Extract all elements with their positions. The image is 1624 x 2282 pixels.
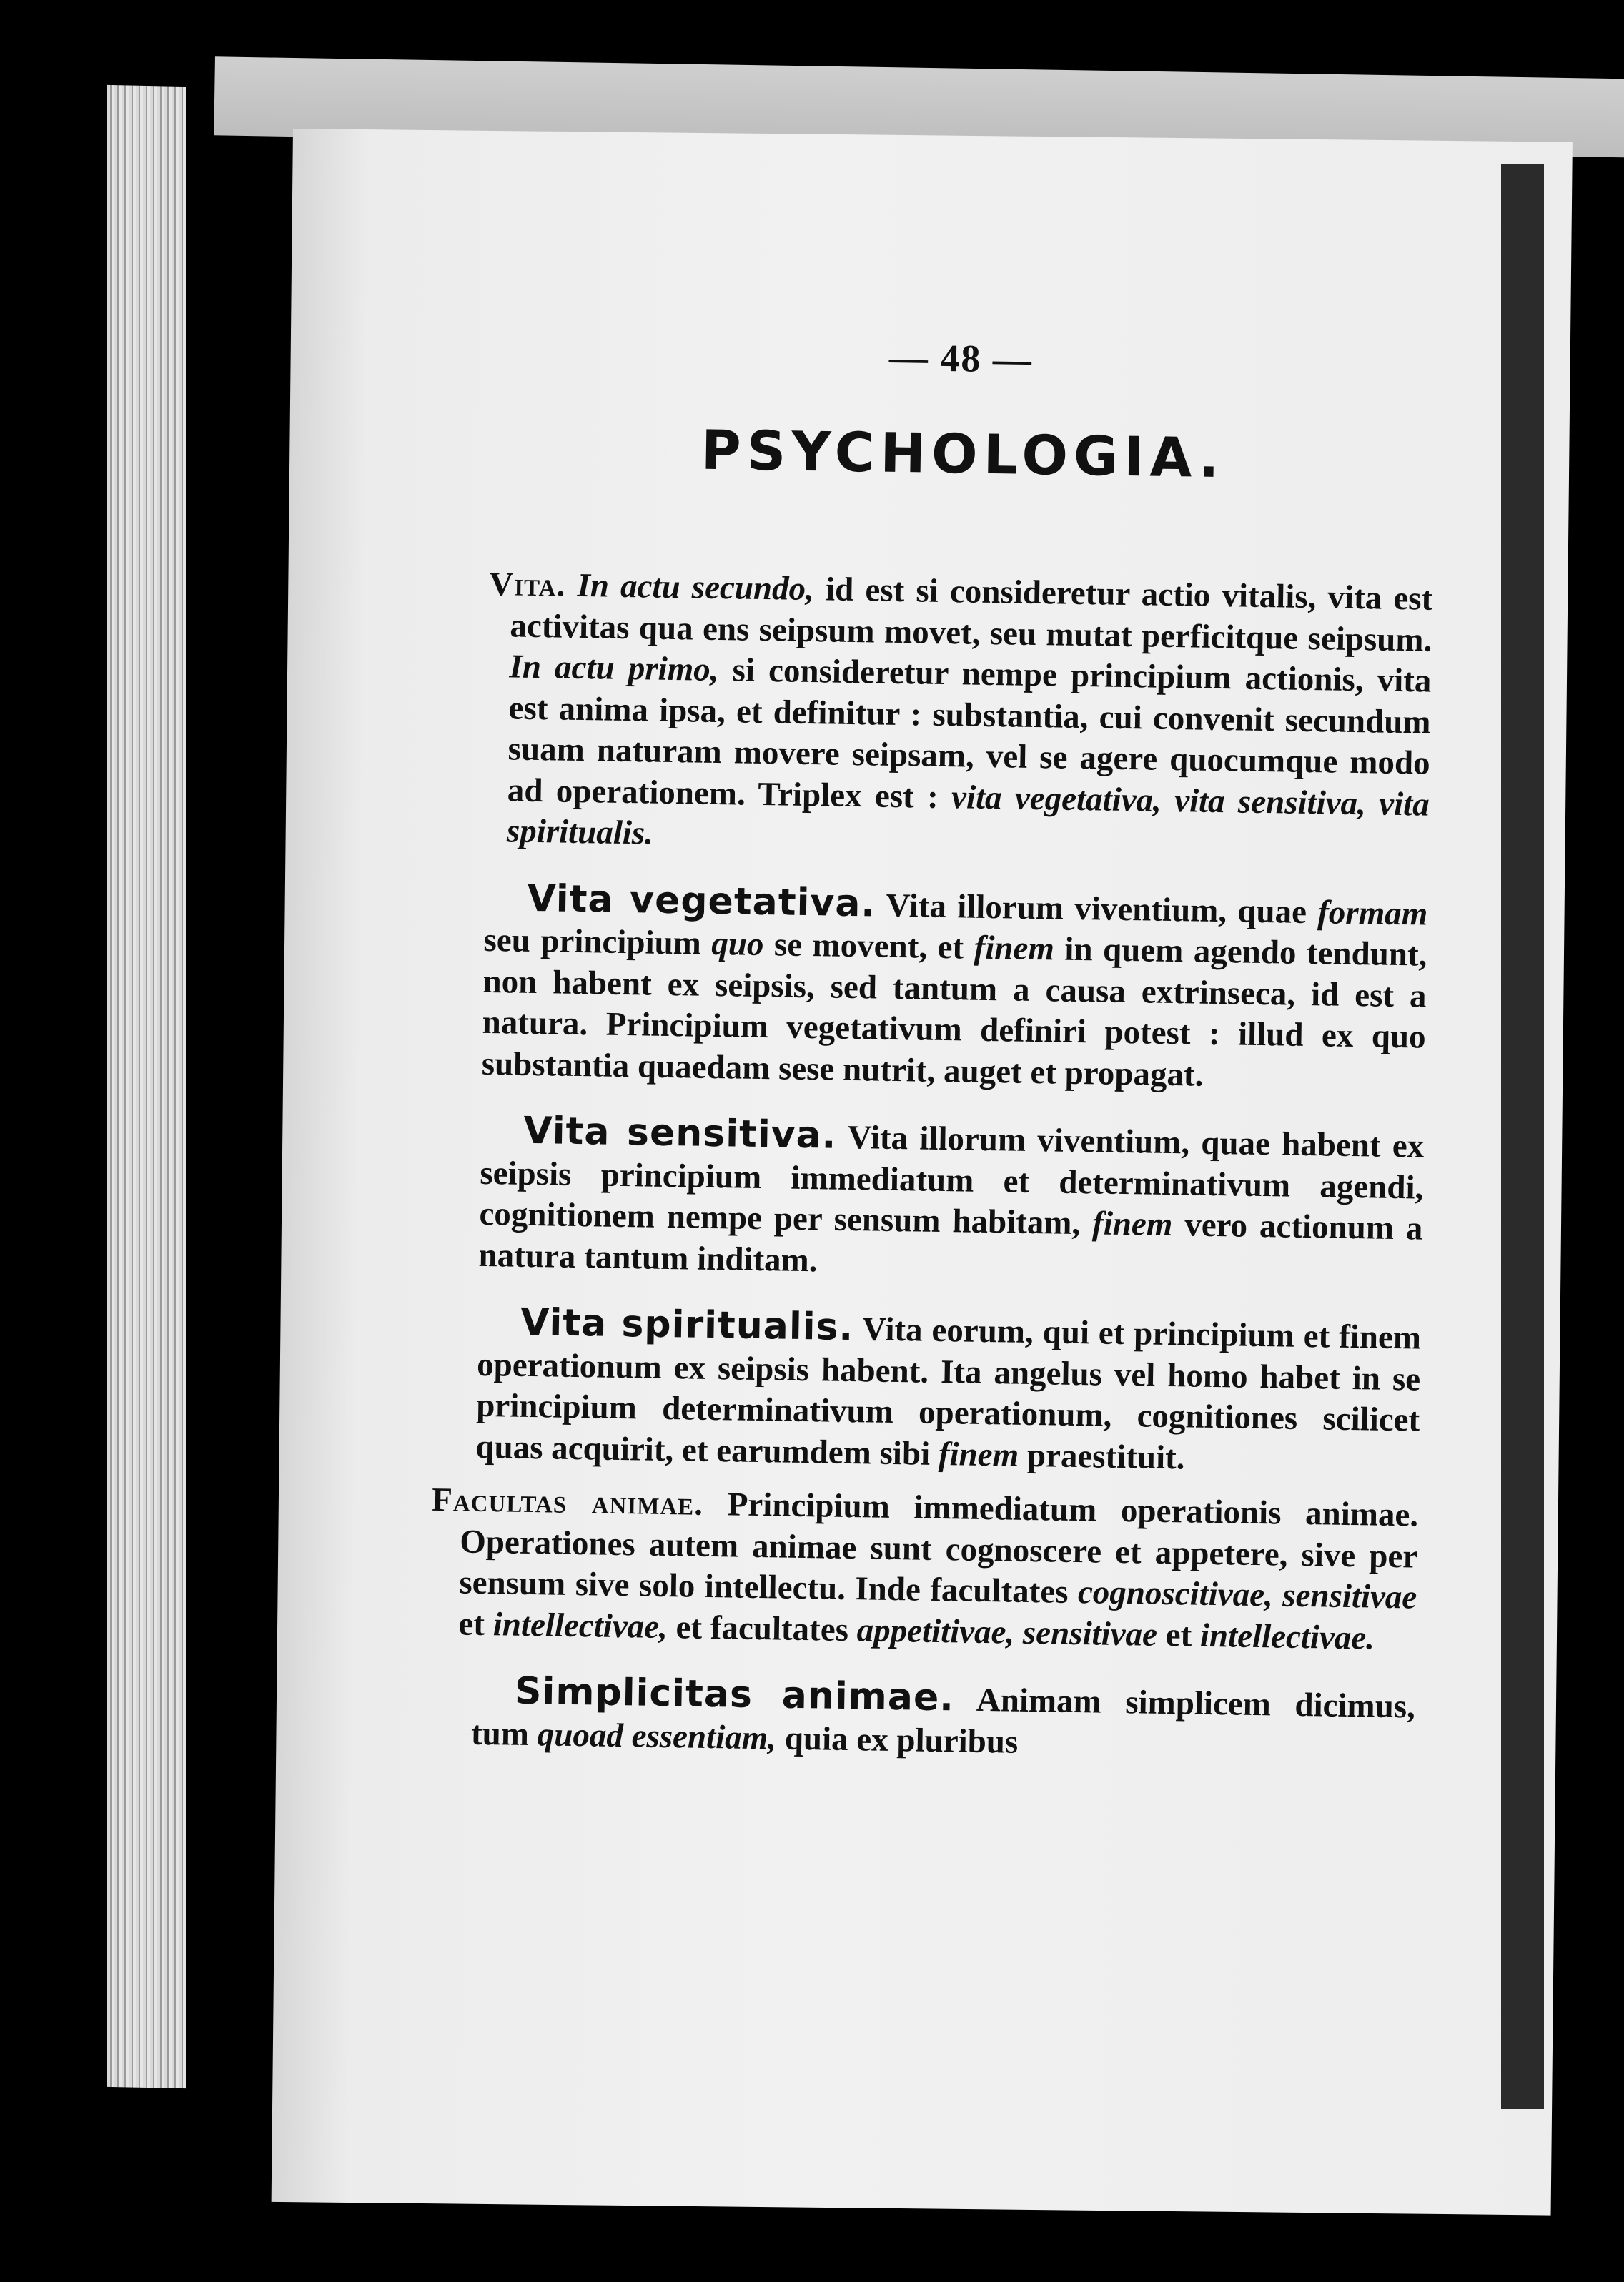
vita-term-primo: In actu primo, [509, 648, 719, 689]
sensitiva-heading: Vita sensitiva. [523, 1109, 837, 1157]
page-title: PSYCHOLOGIA. [700, 418, 1226, 490]
page-number: — 48 — [888, 335, 1034, 381]
vita-text-2: si consideretur nempe principium actionis, vita est anima ipsa, et definitur : substantia, cui convenit secundum suam naturam movere seipsam, vel se agere quocumque modo ad operationem. Triplex est : [507, 651, 1432, 816]
vegetativa-term-formam: formam [1317, 893, 1428, 933]
vegetativa-heading: Vita vegetativa. [527, 876, 876, 926]
vegetativa-text-4: in quem agendo tendunt, non habent ex seipsis, sed tantum a causa extrinseca, id est a natura. Principium vegetativum definiri potest : illud ex quo substantia quaedam sese nutrit, auget et propagat. [481, 930, 1427, 1094]
simplicitas-heading: Simplicitas animae. [514, 1669, 955, 1720]
facultas-text-4: et [1157, 1616, 1201, 1654]
spiritualis-text-2: praestituit. [1018, 1436, 1185, 1476]
facultas-term-2: intellectivae, [492, 1605, 668, 1646]
sensitiva-term-finem: finem [1091, 1205, 1173, 1244]
paragraph-sensitiva [478, 1110, 1424, 1291]
spiritualis-heading: Vita spiritualis. [520, 1300, 854, 1350]
text-block [431, 329, 1437, 1769]
vegetativa-text-2: seu principium [483, 921, 712, 962]
spiritualis-text-1: Vita eorum, qui et principium et finem operationum ex seipsis habent. Ita angelus vel homo habet in se principium determinativum operationum, cognitiones scilicet quas acquirit, et earumdem sibi [475, 1310, 1422, 1473]
facultas-text-1: Principium immediatum operationis animae. Operationes autem animae sunt cognoscere et appetere, sive per sensum sive solo intellectu. Inde facultates [459, 1485, 1419, 1611]
facultas-text-3: et facultates [667, 1608, 858, 1649]
vegetativa-text-3: se movent, et [763, 926, 975, 967]
paragraph-facultas [431, 1480, 1419, 1659]
simplicitas-text-2: quia ex pluribus [776, 1719, 1019, 1761]
vita-term-secundo: In actu secundo, [577, 566, 815, 608]
vegetativa-text-1: Vita illorum viventium, quae [875, 886, 1318, 931]
facultas-term-3: appetitivae, sensitivae [856, 1611, 1158, 1654]
vita-label: Vita. [488, 565, 566, 604]
paragraph-vita [485, 564, 1433, 866]
facultas-term-1: cognoscitivae, sensitivae [1077, 1574, 1417, 1616]
paragraph-simplicitas [471, 1671, 1416, 1769]
sensitiva-text-2: vero actionum a natura tantum inditam. [478, 1206, 1423, 1279]
page-shadow-edge [1501, 164, 1544, 2109]
vegetativa-term-quo: quo [710, 924, 764, 964]
facultas-term-4: intellectivae. [1199, 1616, 1375, 1657]
facultas-text-2: et [458, 1604, 494, 1643]
paragraph-vegetativa [481, 877, 1427, 1099]
sensitiva-text-1: Vita illorum viventium, quae habent ex seipsis principium immediatum et determinativum agendi, cognitionem nempe per sensum habitam, [479, 1118, 1425, 1243]
vegetativa-term-finem: finem [974, 929, 1055, 968]
simplicitas-text-1: Animam simplicem dicimus, tum [470, 1681, 1416, 1753]
vita-kinds: vita vegetativa, vita sensitiva, vita spiritualis. [506, 778, 1430, 852]
spiritualis-term-finem: finem [938, 1435, 1019, 1474]
paragraph-spiritualis [475, 1302, 1421, 1483]
vita-text-1: id est si consideretur actio vitalis, vita est activitas qua ens seipsum movet, seu mutat perficitque seipsum. [510, 570, 1433, 659]
facultas-label: Facultas animae. [431, 1481, 704, 1523]
page-stack-left [107, 85, 186, 2088]
simplicitas-term-essentiam: quoad essentiam, [537, 1715, 777, 1757]
